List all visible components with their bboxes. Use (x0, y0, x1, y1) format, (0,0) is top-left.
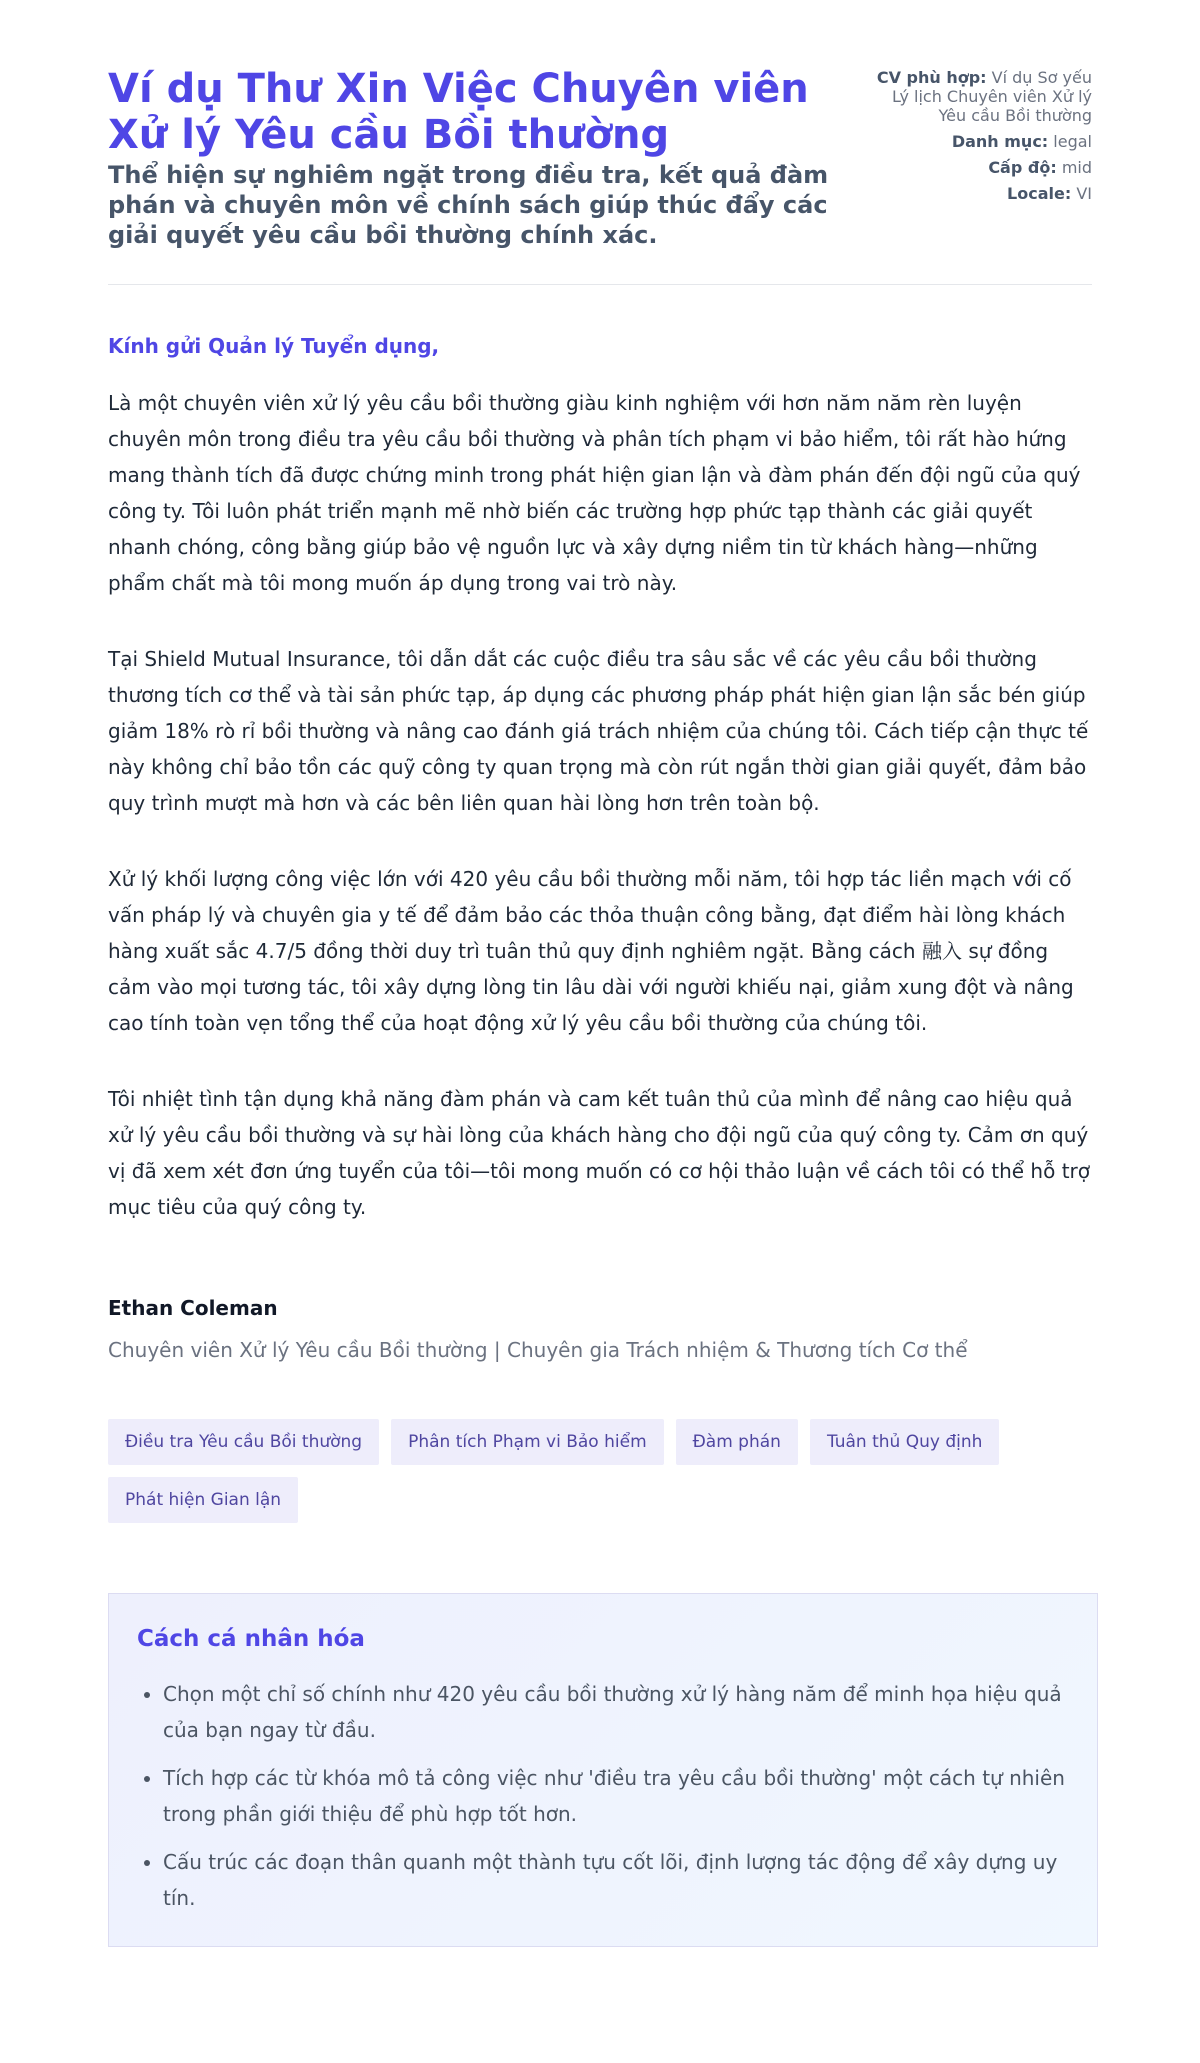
skill-tag: Phát hiện Gian lận (108, 1477, 298, 1523)
meta-locale-label: Locale: (1007, 184, 1072, 203)
salutation: Kính gửi Quản lý Tuyển dụng, (108, 334, 440, 358)
signature-title: Chuyên viên Xử lý Yêu cầu Bồi thường | Chuyên gia Trách nhiệm & Thương tích Cơ thể (108, 1338, 968, 1362)
letter-paragraph: Tại Shield Mutual Insurance, tôi dẫn dắt các cuộc điều tra sâu sắc về các yêu cầu bồi thường thương tích cơ thể và tài sản phức tạp, áp dụng các phương pháp phát hiện gian lận sắc bén giúp giảm 18% rò rỉ bồi thường và nâng cao đánh giá trách nhiệm của chúng tôi. Cách tiếp cận thực tế này không chỉ bảo tồn các quỹ công ty quan trọng mà còn rút ngắn thời gian giải quyết, đảm bảo quy trình mượt mà hơn và các bên liên quan hài lòng hơn trên toàn bộ. (108, 647, 1089, 815)
letter-paragraph: Xử lý khối lượng công việc lớn với 420 yêu cầu bồi thường mỗi năm, tôi hợp tác liền mạch với cố vấn pháp lý và chuyên gia y tế để đảm bảo các thỏa thuận công bằng, đạt điểm hài lòng khách hàng xuất sắc 4.7/5 đồng thời duy trì tuân thủ quy định nghiêm ngặt. Bằng cách 融入 sự đồng cảm vào mọi tương tác, tôi xây dựng lòng tin lâu dài với người khiếu nại, giảm xung đột và nâng cao tính toàn vẹn tổng thể của hoạt động xử lý yêu cầu bồi thường của chúng tôi. (108, 867, 1074, 1035)
letter-body (108, 333, 1092, 1363)
meta-panel (863, 66, 1092, 210)
skill-tags (108, 1419, 1098, 1535)
meta-locale (863, 184, 1092, 203)
header-titles (108, 66, 863, 250)
meta-level-value: mid (1061, 158, 1092, 177)
tip-item: • Cấu trúc các đoạn thân quanh một thành tựu cốt lõi, định lượng tác động để xây dựng uy tín. (163, 1844, 1069, 1916)
page-title: Ví dụ Thư Xin Việc Chuyên viên Xử lý Yêu cầu Bồi thường (108, 66, 809, 158)
skill-tag: Điều tra Yêu cầu Bồi thường (108, 1419, 379, 1465)
meta-cv (863, 68, 1092, 125)
skill-tag: Đàm phán (676, 1419, 798, 1465)
tips-list (137, 1676, 1069, 1916)
meta-cv-label: CV phù hợp: (876, 68, 987, 87)
signature-name: Ethan Coleman (108, 1296, 278, 1320)
letter-paragraph: Tôi nhiệt tình tận dụng khả năng đàm phán và cam kết tuân thủ của mình để nâng cao hiệu quả xử lý yêu cầu bồi thường và sự hài lòng của khách hàng cho đội ngũ của quý công ty. Cảm ơn quý vị đã xem xét đơn ứng tuyển của tôi—tôi mong muốn có cơ hội thảo luận về cách tôi có thể hỗ trợ mục tiêu của quý công ty. (108, 1087, 1091, 1219)
meta-category (863, 132, 1092, 151)
page-subtitle: Thể hiện sự nghiêm ngặt trong điều tra, kết quả đàm phán và chuyên môn về chính sách giúp thúc đẩy các giải quyết yêu cầu bồi thường chính xác. (108, 161, 829, 249)
meta-category-label: Danh mục: (951, 132, 1049, 151)
meta-level-label: Cấp độ: (988, 158, 1057, 177)
tip-item: • Chọn một chỉ số chính như 420 yêu cầu bồi thường xử lý hàng năm để minh họa hiệu quả của bạn ngay từ đầu. (163, 1676, 1069, 1748)
meta-cv-value: Ví dụ Sơ yếu Lý lịch Chuyên viên Xử lý Yêu cầu Bồi thường (892, 68, 1092, 125)
personalization-tips (108, 1593, 1098, 1947)
meta-locale-value: VI (1076, 184, 1092, 203)
meta-category-value: legal (1053, 132, 1092, 151)
tips-title: Cách cá nhân hóa (137, 1626, 365, 1652)
page-header (108, 66, 1092, 285)
skill-tag: Tuân thủ Quy định (810, 1419, 999, 1465)
skill-tag: Phân tích Phạm vi Bảo hiểm (391, 1419, 664, 1465)
meta-level (863, 158, 1092, 177)
letter-paragraph: Là một chuyên viên xử lý yêu cầu bồi thường giàu kinh nghiệm với hơn năm năm rèn luyện chuyên môn trong điều tra yêu cầu bồi thường và phân tích phạm vi bảo hiểm, tôi rất hào hứng mang thành tích đã được chứng minh trong phát hiện gian lận và đàm phán đến đội ngũ của quý công ty. Tôi luôn phát triển mạnh mẽ nhờ biến các trường hợp phức tạp thành các giải quyết nhanh chóng, công bằng giúp bảo vệ nguồn lực và xây dựng niềm tin từ khách hàng—những phẩm chất mà tôi mong muốn áp dụng trong vai trò này. (108, 391, 1081, 595)
tip-item: • Tích hợp các từ khóa mô tả công việc như 'điều tra yêu cầu bồi thường' một cách tự nhiên trong phần giới thiệu để phù hợp tốt hơn. (163, 1760, 1069, 1832)
